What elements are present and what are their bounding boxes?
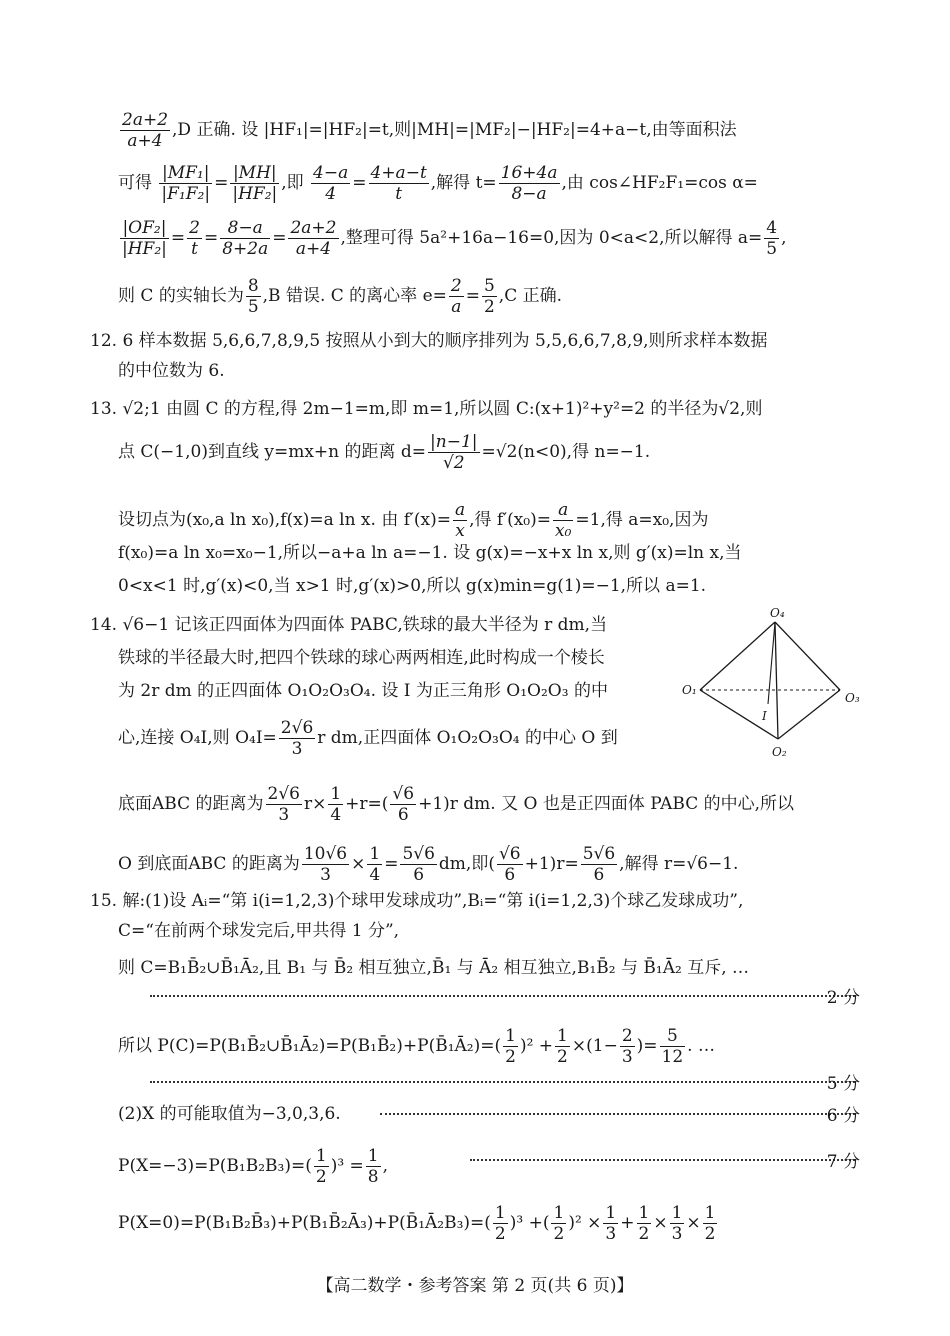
fraction: $\frac{5√6}{6}$ (402, 844, 435, 885)
label-o2: O₂ (772, 745, 787, 759)
fraction: $\frac{√6}{6}$ (392, 784, 415, 825)
fraction: $\frac{\text{|MF₁|}}{\text{|F₁F₂|}}$ (161, 163, 211, 204)
fraction: $\frac{1}{2}$ (315, 1146, 327, 1187)
score-label: 2 分 (826, 988, 860, 1008)
dotted-leader (380, 1113, 855, 1115)
score-label: 6 分 (826, 1106, 860, 1126)
fraction: $\frac{2}{a}$ (450, 276, 462, 317)
score-label: 5 分 (826, 1074, 860, 1094)
fraction: $\frac{1}{2}$ (638, 1203, 650, 1244)
text-line: (2)X 的可能取值为−3,0,3,6. (118, 1104, 341, 1124)
text-line: 的中位数为 6. (118, 361, 225, 381)
fraction: $\frac{1}{2}$ (557, 1026, 568, 1067)
text-line: 设切点为(x₀,a ln x₀),f(x)=a ln x. 由 f′(x)= $\frac{a}{x}$ ,得 f′(x₀)= $\frac{a}{\text{x₀}}$ =1,得 a=x₀,因为 (118, 500, 709, 541)
question-15: 15. 解:(1)设 Aᵢ=“第 i(i=1,2,3)个球甲发球成功”,Bᵢ=“第 i(i=1,2,3)个球乙发球成功”, (90, 891, 744, 911)
fraction: $\frac{4-a}{4}$ (313, 163, 349, 204)
fraction: $\frac{1}{2}$ (704, 1203, 716, 1244)
fraction: $\frac{4}{5}$ (766, 218, 778, 259)
question-14: 14. √6−1 记该正四面体为四面体 PABC,铁球的最大半径为 r dm,当 (90, 615, 608, 635)
fraction: $\frac{2a+2}{a+4}$ (122, 110, 169, 151)
text-line: 则 C=B₁B̄₂∪B̄₁Ā₂,且 B₁ 与 B̄₂ 相互独立,B̄₁ 与 Ā₂ 相互独立,B₁B̄₂ 与 B̄₁Ā₂ 互斥, … (118, 958, 749, 978)
text-line: 为 2r dm 的正四面体 O₁O₂O₃O₄. 设 I 为正三角形 O₁O₂O₃ 的中 (118, 681, 608, 701)
fraction: $\frac{2a+2}{a+4}$ (290, 218, 337, 259)
score-label: 7 分 (826, 1152, 860, 1172)
dotted-leader (150, 995, 855, 997)
tetrahedron-diagram (680, 604, 865, 762)
fraction: $\frac{1}{4}$ (369, 844, 381, 885)
fraction: $\frac{1}{2}$ (494, 1203, 506, 1244)
fraction: $\frac{5√6}{6}$ (582, 844, 616, 885)
fraction: $\frac{10√6}{3}$ (303, 844, 348, 885)
text-line: 0<x<1 时,g′(x)<0,当 x>1 时,g′(x)>0,所以 g(x)min=g(1)=−1,所以 a=1. (118, 576, 707, 596)
fraction: $\frac{2}{3}$ (621, 1026, 633, 1067)
text-line: $\frac{2a+2}{a+4}$ ,D 正确. 设 |HF₁|=|HF₂|=t,则|MH|=|MF₂|−|HF₂|=4+a−t,由等面积法 (122, 110, 737, 151)
fraction: $\frac{8-a}{8+2a}$ (222, 218, 269, 259)
fraction: $\frac{1}{3}$ (605, 1203, 617, 1244)
fraction: $\frac{8}{5}$ (247, 276, 259, 317)
text-line: 则 C 的实轴长为 $\frac{8}{5}$ ,B 错误. C 的离心率 e= $\frac{2}{a}$ = $\frac{5}{2}$ ,C 正确. (118, 276, 563, 317)
fraction: $\frac{1}{8}$ (367, 1146, 379, 1187)
fraction: $\frac{1}{3}$ (671, 1203, 683, 1244)
fraction: $\frac{2√6}{3}$ (280, 718, 314, 759)
text-line: 所以 P(C)=P(B₁B̄₂∪B̄₁Ā₂)=P(B₁B̄₂)+P(B̄₁Ā₂)=( $\frac{1}{2}$ )² + $\frac{1}{2}$ ×(1− $\frac{2}{3}$ )= $\frac{5}{12}$ . … (118, 1026, 715, 1067)
text-line: 可得 $\frac{\text{|MF₁|}}{\text{|F₁F₂|}}$ = $\frac{|MH|}{\text{|HF₂|}}$ ,即 $\frac{4-a}{4}$ = $\frac{4+a-t}{t}$ ,解得 t= $\frac{16+4a}{8-a}$ ,由 cos∠HF₂F₁=cos α= (118, 163, 758, 204)
fraction: $\frac{1}{2}$ (505, 1026, 516, 1067)
question-13: 13. √2;1 由圆 C 的方程,得 2m−1=m,即 m=1,所以圆 C:(x+1)²+y²=2 的半径为√2,则 (90, 399, 763, 419)
text-line: P(X=−3)=P(B₁B₂B₃)=( $\frac{1}{2}$ )³ = $\frac{1}{8}$ , (118, 1146, 389, 1187)
text-line: 点 C(−1,0)到直线 y=mx+n 的距离 d= $\frac{|n-1|}{√2}$ =√2(n<0),得 n=−1. (118, 432, 651, 473)
fraction: $\frac{1}{2}$ (553, 1203, 565, 1244)
fraction: $\frac{|n-1|}{√2}$ (430, 432, 478, 473)
fraction: $\frac{16+4a}{8-a}$ (500, 163, 558, 204)
text-line: 铁球的半径最大时,把四个铁球的球心两两相连,此时构成一个棱长 (118, 648, 605, 668)
dotted-leader (150, 1081, 855, 1083)
fraction: $\frac{1}{4}$ (330, 784, 342, 825)
fraction: $\frac{\text{|OF₂|}}{\text{|HF₂|}}$ (122, 218, 167, 259)
fraction: $\frac{5}{2}$ (483, 276, 495, 317)
text-line: 心,连接 O₄I,则 O₄I= $\frac{2√6}{3}$ r dm,正四面体 O₁O₂O₃O₄ 的中心 O 到 (118, 718, 618, 759)
fraction: $\frac{2√6}{3}$ (267, 784, 300, 825)
label-o4: O₄ (770, 606, 785, 620)
label-i: I (762, 709, 767, 723)
dotted-leader (470, 1159, 855, 1161)
fraction: $\frac{a}{x}$ (454, 500, 466, 541)
question-12: 12. 6 样本数据 5,6,6,7,8,9,5 按照从小到大的顺序排列为 5,5,6,6,7,8,9,则所求样本数据 (90, 331, 768, 351)
fraction: $\frac{|MH|}{\text{|HF₂|}}$ (232, 163, 278, 204)
fraction: $\frac{√6}{6}$ (498, 844, 521, 885)
label-o1: O₁ (682, 683, 697, 697)
fraction: $\frac{4+a-t}{t}$ (370, 163, 427, 204)
fraction: $\frac{2}{t}$ (189, 218, 200, 259)
text-line: C=“在前两个球发完后,甲共得 1 分”, (118, 921, 400, 941)
text-line: f(x₀)=a ln x₀=x₀−1,所以−a+a ln a=−1. 设 g(x)=−x+x ln x,则 g′(x)=ln x,当 (118, 543, 742, 563)
text-line: P(X=0)=P(B₁B₂B̄₃)+P(B₁B̄₂Ā₃)+P(B̄₁Ā₂B₃)=( $\frac{1}{2}$ )³ +( $\frac{1}{2}$ )² × $\frac{1}{3}$ + $\frac{1}{2}$ × $\frac{1}{3}$ × $\frac{1}{2}$ (118, 1203, 716, 1244)
fraction: $\frac{a}{\text{x₀}}$ (555, 500, 572, 541)
text-line: O 到底面ABC 的距离为 $\frac{10√6}{3}$ × $\frac{1}{4}$ = $\frac{5√6}{6}$ dm,即( $\frac{√6}{6}$ +1)r= $\frac{5√6}{6}$ ,解得 r=√6−1. (118, 844, 739, 885)
text-line: 底面ABC 的距离为 $\frac{2√6}{3}$ r× $\frac{1}{4}$ +r=( $\frac{√6}{6}$ +1)r dm. 又 O 也是正四面体 PABC 的中心,所以 (118, 784, 795, 825)
page-footer: 【高二数学・参考答案 第 2 页(共 6 页)】 (316, 1276, 634, 1296)
fraction: $\frac{5}{12}$ (661, 1026, 684, 1067)
text-line: $\frac{\text{|OF₂|}}{\text{|HF₂|}}$ = $\frac{2}{t}$ = $\frac{8-a}{8+2a}$ = $\frac{2a+2}{a+4}$ ,整理可得 5a²+16a−16=0,因为 0<a<2,所以解得 a= $\frac{4}{5}$ , (122, 218, 787, 259)
label-o3: O₃ (845, 691, 860, 705)
